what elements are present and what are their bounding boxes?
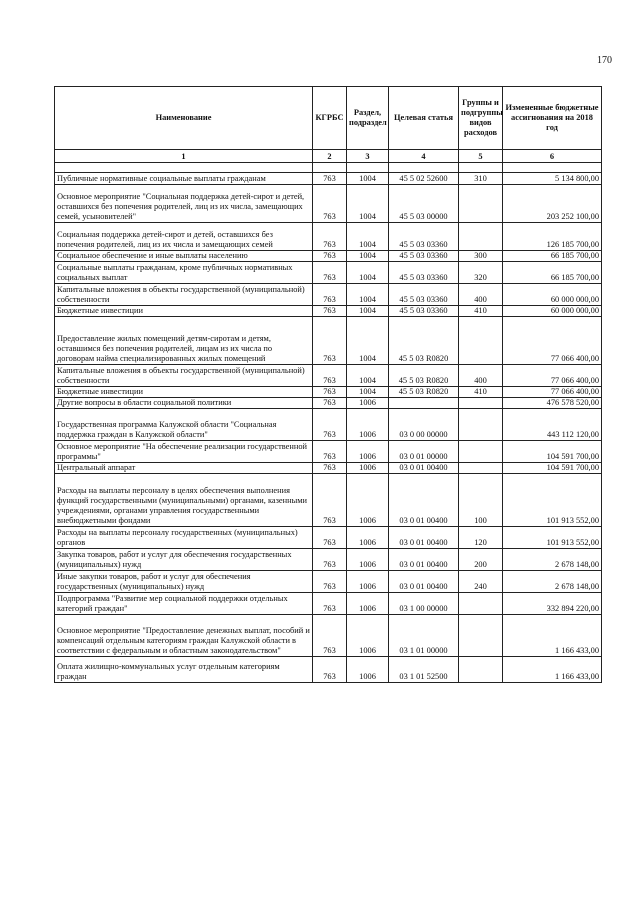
cell-section: 1006 bbox=[347, 657, 389, 683]
cell-name: Бюджетные инвестиции bbox=[55, 306, 313, 317]
header-groups: Группы и подгруппы видов расходов bbox=[459, 87, 503, 150]
cell-section: 1006 bbox=[347, 474, 389, 527]
cell-section: 1006 bbox=[347, 527, 389, 549]
cell-group bbox=[459, 657, 503, 683]
header-target: Целевая статья bbox=[389, 87, 459, 150]
header-name: Наименование bbox=[55, 87, 313, 150]
table-row bbox=[55, 398, 602, 409]
cell-target: 45 5 03 03360 bbox=[389, 284, 459, 306]
cell-amount: 443 112 120,00 bbox=[503, 409, 602, 441]
cell-group: 240 bbox=[459, 571, 503, 593]
cell-amount: 60 000 000,00 bbox=[503, 284, 602, 306]
cell-amount: 1 166 433,00 bbox=[503, 615, 602, 657]
cell-kgrbs: 763 bbox=[313, 223, 347, 251]
column-number: 5 bbox=[459, 150, 503, 163]
table-row bbox=[55, 474, 602, 527]
cell-section: 1004 bbox=[347, 284, 389, 306]
cell-target bbox=[389, 398, 459, 409]
cell-target: 03 0 01 00400 bbox=[389, 549, 459, 571]
cell-group bbox=[459, 409, 503, 441]
cell-section: 1006 bbox=[347, 463, 389, 474]
table-row bbox=[55, 251, 602, 262]
cell-target: 03 1 01 00000 bbox=[389, 615, 459, 657]
cell-name: Расходы на выплаты персоналу в целях обеспечения выполнения функций государственными (муниципальными) органами, казенными учреждениями, органами управления государственными внебюджетными фондами bbox=[55, 474, 313, 527]
table-row bbox=[55, 387, 602, 398]
table-row bbox=[55, 284, 602, 306]
cell-section: 1006 bbox=[347, 549, 389, 571]
table-row bbox=[55, 657, 602, 683]
cell-name: Социальное обеспечение и иные выплаты населению bbox=[55, 251, 313, 262]
cell-group bbox=[459, 441, 503, 463]
cell-target: 45 5 03 R0820 bbox=[389, 387, 459, 398]
cell-group bbox=[459, 593, 503, 615]
cell-kgrbs: 763 bbox=[313, 185, 347, 223]
cell-amount: 476 578 520,00 bbox=[503, 398, 602, 409]
cell-section: 1004 bbox=[347, 223, 389, 251]
cell-kgrbs: 763 bbox=[313, 284, 347, 306]
table-row bbox=[55, 463, 602, 474]
cell-target: 03 0 01 00400 bbox=[389, 463, 459, 474]
cell-kgrbs: 763 bbox=[313, 398, 347, 409]
column-number-row bbox=[55, 150, 602, 163]
cell-kgrbs: 763 bbox=[313, 387, 347, 398]
cell-kgrbs: 763 bbox=[313, 527, 347, 549]
cell-target: 45 5 02 52600 bbox=[389, 173, 459, 185]
column-number: 4 bbox=[389, 150, 459, 163]
cell-target: 03 0 00 00000 bbox=[389, 409, 459, 441]
cell-section: 1004 bbox=[347, 317, 389, 365]
cell-group: 100 bbox=[459, 474, 503, 527]
cell-section: 1006 bbox=[347, 441, 389, 463]
cell-amount: 66 185 700,00 bbox=[503, 262, 602, 284]
cell-kgrbs: 763 bbox=[313, 474, 347, 527]
cell-kgrbs: 763 bbox=[313, 615, 347, 657]
cell-kgrbs: 763 bbox=[313, 173, 347, 185]
cell-name: Бюджетные инвестиции bbox=[55, 387, 313, 398]
cell-name: Социальная поддержка детей-сирот и детей, оставшихся без попечения родителей, лиц из их числа и замещающих семей bbox=[55, 223, 313, 251]
table-row bbox=[55, 615, 602, 657]
cell-group bbox=[459, 463, 503, 474]
cell-group bbox=[459, 398, 503, 409]
cell-kgrbs: 763 bbox=[313, 409, 347, 441]
cell-kgrbs: 763 bbox=[313, 657, 347, 683]
cell-name: Другие вопросы в области социальной политики bbox=[55, 398, 313, 409]
cell-kgrbs: 763 bbox=[313, 251, 347, 262]
cell-target: 03 0 01 00400 bbox=[389, 527, 459, 549]
cell-group bbox=[459, 615, 503, 657]
cell-group: 200 bbox=[459, 549, 503, 571]
cell-section: 1006 bbox=[347, 409, 389, 441]
cell-section: 1004 bbox=[347, 185, 389, 223]
cell-group: 410 bbox=[459, 387, 503, 398]
table-row bbox=[55, 173, 602, 185]
cell-name: Предоставление жилых помещений детям-сиротам и детям, оставшимся без попечения родителей, лицам из их числа по договорам найма специализированных жилых помещений bbox=[55, 317, 313, 365]
cell-amount: 101 913 552,00 bbox=[503, 527, 602, 549]
cell-name: Закупка товаров, работ и услуг для обеспечения государственных (муниципальных) нужд bbox=[55, 549, 313, 571]
column-number: 3 bbox=[347, 150, 389, 163]
cell-section: 1004 bbox=[347, 306, 389, 317]
table-row bbox=[55, 593, 602, 615]
column-number: 6 bbox=[503, 150, 602, 163]
cell-kgrbs: 763 bbox=[313, 571, 347, 593]
cell-amount: 126 185 700,00 bbox=[503, 223, 602, 251]
cell-name: Социальные выплаты гражданам, кроме публичных нормативных социальных выплат bbox=[55, 262, 313, 284]
budget-table bbox=[54, 86, 602, 683]
cell-name: Иные закупки товаров, работ и услуг для обеспечения государственных (муниципальных) нужд bbox=[55, 571, 313, 593]
cell-kgrbs: 763 bbox=[313, 365, 347, 387]
cell-target: 45 5 03 R0820 bbox=[389, 317, 459, 365]
cell-target: 03 1 00 00000 bbox=[389, 593, 459, 615]
cell-name: Основное мероприятие "Социальная поддержка детей-сирот и детей, оставшихся без попечения родителей, лиц из их числа, замещающих семей, усыновителей" bbox=[55, 185, 313, 223]
cell-kgrbs: 763 bbox=[313, 262, 347, 284]
cell-group: 120 bbox=[459, 527, 503, 549]
cell-name: Оплата жилищно-коммунальных услуг отдельным категориям граждан bbox=[55, 657, 313, 683]
cell-group bbox=[459, 317, 503, 365]
cell-group: 310 bbox=[459, 173, 503, 185]
cell-amount: 66 185 700,00 bbox=[503, 251, 602, 262]
cell-amount: 5 134 800,00 bbox=[503, 173, 602, 185]
cell-group bbox=[459, 223, 503, 251]
cell-kgrbs: 763 bbox=[313, 317, 347, 365]
table-row bbox=[55, 317, 602, 365]
cell-amount: 77 066 400,00 bbox=[503, 365, 602, 387]
cell-section: 1004 bbox=[347, 173, 389, 185]
cell-name: Основное мероприятие "Предоставление денежных выплат, пособий и компенсаций отдельным категориям граждан Калужской области в соответствии с федеральным и областным законодательством" bbox=[55, 615, 313, 657]
cell-section: 1006 bbox=[347, 571, 389, 593]
cell-amount: 77 066 400,00 bbox=[503, 317, 602, 365]
table-row bbox=[55, 571, 602, 593]
cell-name: Основное мероприятие "На обеспечение реализации государственной программы" bbox=[55, 441, 313, 463]
cell-target: 45 5 03 00000 bbox=[389, 185, 459, 223]
cell-amount: 332 894 220,00 bbox=[503, 593, 602, 615]
cell-section: 1004 bbox=[347, 262, 389, 284]
table-row bbox=[55, 223, 602, 251]
cell-name: Государственная программа Калужской области "Социальная поддержка граждан в Калужской области" bbox=[55, 409, 313, 441]
table-row bbox=[55, 527, 602, 549]
cell-kgrbs: 763 bbox=[313, 593, 347, 615]
cell-section: 1004 bbox=[347, 387, 389, 398]
cell-name: Публичные нормативные социальные выплаты гражданам bbox=[55, 173, 313, 185]
cell-name: Капитальные вложения в объекты государственной (муниципальной) собственности bbox=[55, 365, 313, 387]
cell-name: Подпрограмма "Развитие мер социальной поддержки отдельных категорий граждан" bbox=[55, 593, 313, 615]
cell-group: 400 bbox=[459, 284, 503, 306]
column-number: 1 bbox=[55, 150, 313, 163]
cell-name: Капитальные вложения в объекты государственной (муниципальной) собственности bbox=[55, 284, 313, 306]
cell-amount: 60 000 000,00 bbox=[503, 306, 602, 317]
cell-amount: 101 913 552,00 bbox=[503, 474, 602, 527]
cell-section: 1006 bbox=[347, 398, 389, 409]
table-row bbox=[55, 409, 602, 441]
cell-target: 03 0 01 00400 bbox=[389, 571, 459, 593]
cell-kgrbs: 763 bbox=[313, 306, 347, 317]
page-number: 170 bbox=[597, 55, 612, 66]
cell-amount: 203 252 100,00 bbox=[503, 185, 602, 223]
column-number: 2 bbox=[313, 150, 347, 163]
cell-group: 410 bbox=[459, 306, 503, 317]
table-row bbox=[55, 185, 602, 223]
cell-section: 1006 bbox=[347, 615, 389, 657]
cell-group: 300 bbox=[459, 251, 503, 262]
cell-kgrbs: 763 bbox=[313, 463, 347, 474]
table-row bbox=[55, 262, 602, 284]
cell-kgrbs: 763 bbox=[313, 441, 347, 463]
cell-target: 03 1 01 52500 bbox=[389, 657, 459, 683]
cell-section: 1004 bbox=[347, 365, 389, 387]
header-section: Раздел, подраздел bbox=[347, 87, 389, 150]
cell-amount: 104 591 700,00 bbox=[503, 463, 602, 474]
cell-group: 320 bbox=[459, 262, 503, 284]
cell-group bbox=[459, 185, 503, 223]
cell-target: 03 0 01 00400 bbox=[389, 474, 459, 527]
table-row bbox=[55, 441, 602, 463]
table-header-row bbox=[55, 87, 602, 150]
cell-target: 03 0 01 00000 bbox=[389, 441, 459, 463]
cell-target: 45 5 03 03360 bbox=[389, 251, 459, 262]
header-amount: Измененные бюджетные ассигнования на 2018 год bbox=[503, 87, 602, 150]
cell-target: 45 5 03 R0820 bbox=[389, 365, 459, 387]
cell-amount: 104 591 700,00 bbox=[503, 441, 602, 463]
cell-target: 45 5 03 03360 bbox=[389, 223, 459, 251]
cell-amount: 1 166 433,00 bbox=[503, 657, 602, 683]
table-row bbox=[55, 306, 602, 317]
cell-target: 45 5 03 03360 bbox=[389, 306, 459, 317]
spacer-row bbox=[55, 163, 602, 173]
cell-section: 1006 bbox=[347, 593, 389, 615]
cell-amount: 2 678 148,00 bbox=[503, 549, 602, 571]
cell-target: 45 5 03 03360 bbox=[389, 262, 459, 284]
table-row bbox=[55, 365, 602, 387]
header-kgrbs: КГРБС bbox=[313, 87, 347, 150]
cell-kgrbs: 763 bbox=[313, 549, 347, 571]
cell-name: Расходы на выплаты персоналу государственных (муниципальных) органов bbox=[55, 527, 313, 549]
cell-group: 400 bbox=[459, 365, 503, 387]
cell-amount: 77 066 400,00 bbox=[503, 387, 602, 398]
cell-amount: 2 678 148,00 bbox=[503, 571, 602, 593]
cell-section: 1004 bbox=[347, 251, 389, 262]
cell-name: Центральный аппарат bbox=[55, 463, 313, 474]
table-row bbox=[55, 549, 602, 571]
